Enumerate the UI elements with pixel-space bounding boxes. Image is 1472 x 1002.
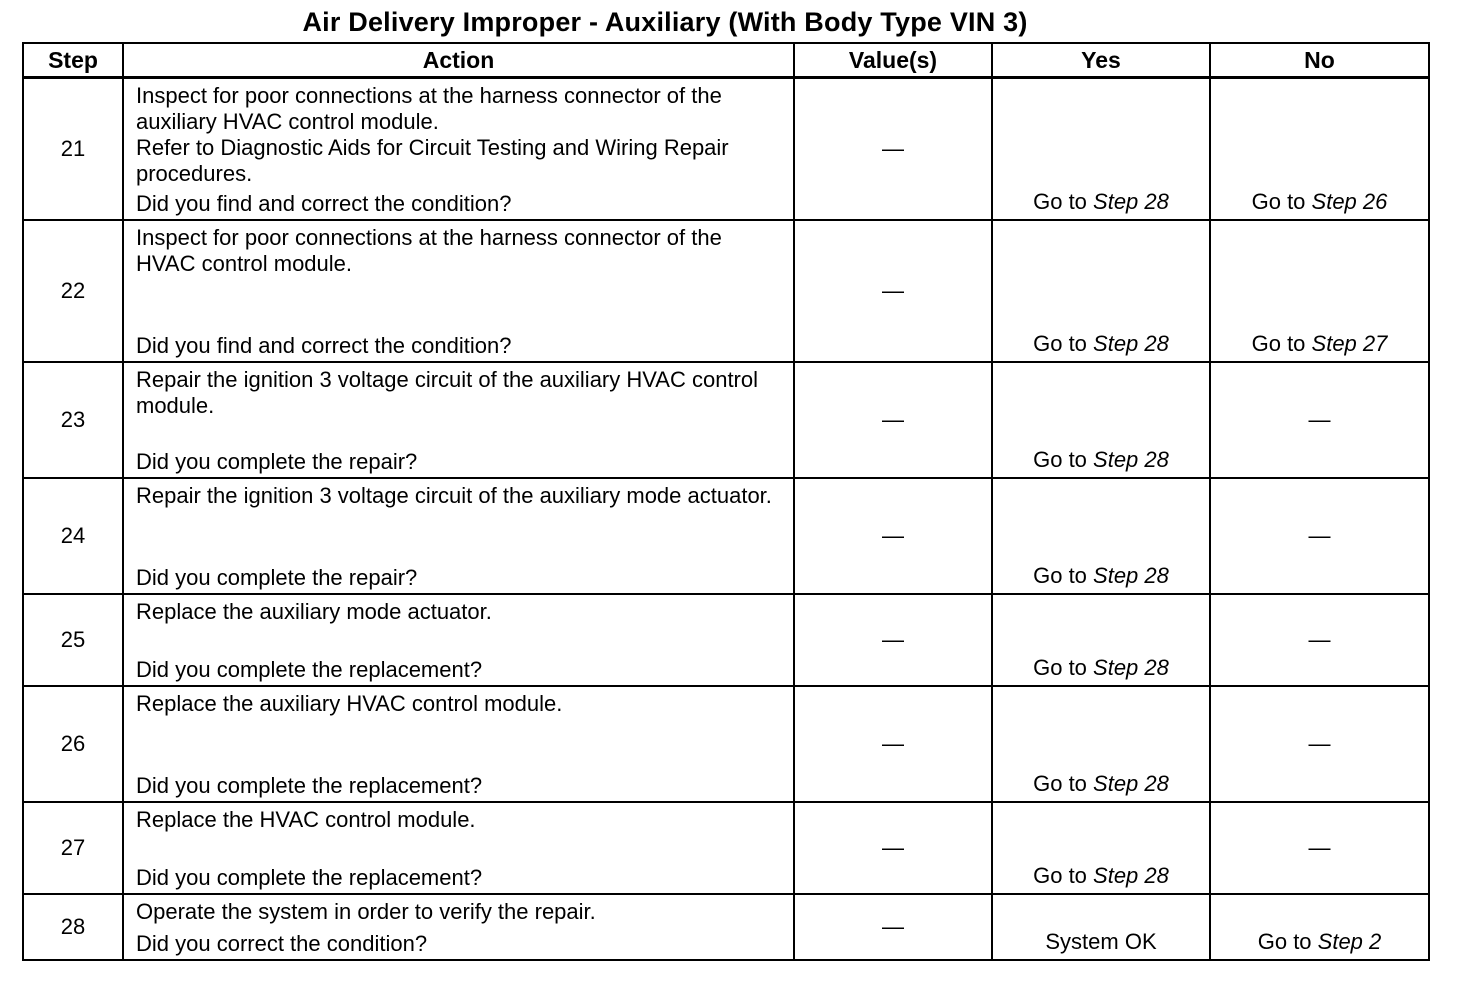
action-question: Did you find and correct the condition? [136,191,512,216]
action-question: Did you complete the replacement? [136,657,483,682]
action-text: Inspect for poor connections at the harness connector of the auxiliary HVAC control module. [136,83,722,134]
yes-step-link[interactable]: Step 28 [1093,331,1169,356]
table-row [23,362,1429,478]
yes-cell [992,220,1210,362]
header-no: No [1210,43,1429,78]
no-cell [1210,78,1429,221]
table-row [23,220,1429,362]
yes-prefix: Go to [1033,563,1094,588]
table-row [23,78,1429,221]
action-question: Did you complete the replacement? [136,865,483,890]
value-dash: — [882,136,904,161]
no-cell [1210,594,1429,686]
yes-step-link[interactable]: Step 28 [1093,563,1169,588]
value-cell [794,362,992,478]
no-dash: — [1308,731,1331,756]
step-number: 24 [23,478,123,594]
yes-prefix: Go to [1033,771,1094,796]
no-cell [1210,686,1429,802]
step-number: 26 [23,686,123,802]
no-dash: — [1308,835,1331,860]
action-cell [123,594,794,686]
yes-prefix: Go to [1033,863,1094,888]
step-number: 23 [23,362,123,478]
value-cell [794,686,992,802]
diagnostic-table [22,42,1430,961]
no-step-link[interactable]: Step 2 [1317,929,1382,954]
yes-step-link[interactable]: Step 28 [1093,863,1169,888]
value-dash: — [882,731,904,756]
step-number: 25 [23,594,123,686]
yes-cell [992,362,1210,478]
action-text: Repair the ignition 3 voltage circuit of the auxiliary HVAC control module. [136,367,759,418]
action-text: Operate the system in order to verify the repair. [136,899,596,924]
no-step-link[interactable]: Step 26 [1311,189,1388,214]
no-cell [1210,802,1429,894]
action-text: Replace the HVAC control module. [136,807,476,832]
step-number: 28 [23,894,123,960]
value-dash: — [882,914,904,939]
yes-prefix: Go to [1033,655,1094,680]
header-step: Step [23,43,123,78]
step-number: 21 [23,78,123,221]
value-dash: — [882,835,904,860]
action-text: Replace the auxiliary HVAC control module. [136,691,563,716]
action-text: Repair the ignition 3 voltage circuit of the auxiliary mode actuator. [136,483,772,508]
no-cell [1210,362,1429,478]
value-cell [794,894,992,960]
value-cell [794,594,992,686]
header-action: Action [123,43,794,78]
step-number: 27 [23,802,123,894]
action-cell [123,220,794,362]
action-cell [123,78,794,221]
action-cell [123,802,794,894]
yes-cell [992,686,1210,802]
yes-step-link[interactable]: Step 28 [1093,447,1169,472]
table-row [23,802,1429,894]
page-title: Air Delivery Improper - Auxiliary (With Body Type VIN 3) [302,7,1028,37]
value-cell [794,478,992,594]
action-question: Did you complete the repair? [136,565,418,590]
no-step-link[interactable]: Step 27 [1311,331,1388,356]
value-cell [794,802,992,894]
action-cell [123,686,794,802]
action-text: Replace the auxiliary mode actuator. [136,599,492,624]
action-cell [123,478,794,594]
table-row [23,594,1429,686]
action-question: Did you correct the condition? [136,931,428,956]
yes-cell [992,78,1210,221]
yes-prefix: Go to [1033,447,1094,472]
no-cell [1210,220,1429,362]
yes-cell [992,478,1210,594]
value-dash: — [882,278,904,303]
no-dash: — [1308,523,1331,548]
action-question: Did you complete the repair? [136,449,418,474]
header-yes: Yes [992,43,1210,78]
no-prefix: Go to [1251,331,1312,356]
action-text: Refer to Diagnostic Aids for Circuit Testing and Wiring Repair procedures. [136,135,729,186]
yes-cell [992,894,1210,960]
table-row [23,686,1429,802]
header-row [23,43,1429,78]
action-question: Did you find and correct the condition? [136,333,512,358]
table-row [23,478,1429,594]
value-dash: — [882,523,904,548]
no-cell [1210,894,1429,960]
yes-prefix: Go to [1033,331,1094,356]
yes-step-link[interactable]: Step 28 [1093,189,1169,214]
value-cell [794,78,992,221]
value-dash: — [882,627,904,652]
yes-prefix: Go to [1033,189,1094,214]
yes-step-link[interactable]: Step 28 [1093,655,1169,680]
action-cell [123,894,794,960]
no-prefix: Go to [1251,189,1312,214]
value-dash: — [882,407,904,432]
no-prefix: Go to [1257,929,1318,954]
action-text: Inspect for poor connections at the harness connector of the HVAC control module. [136,225,722,276]
no-dash: — [1308,407,1331,432]
header-values: Value(s) [794,43,992,78]
action-cell [123,362,794,478]
value-cell [794,220,992,362]
system-ok-text: System OK [1045,929,1157,954]
yes-cell [992,594,1210,686]
action-question: Did you complete the replacement? [136,773,483,798]
no-cell [1210,478,1429,594]
yes-cell [992,802,1210,894]
yes-step-link[interactable]: Step 28 [1093,771,1169,796]
no-dash: — [1308,627,1331,652]
step-number: 22 [23,220,123,362]
table-row [23,894,1429,960]
